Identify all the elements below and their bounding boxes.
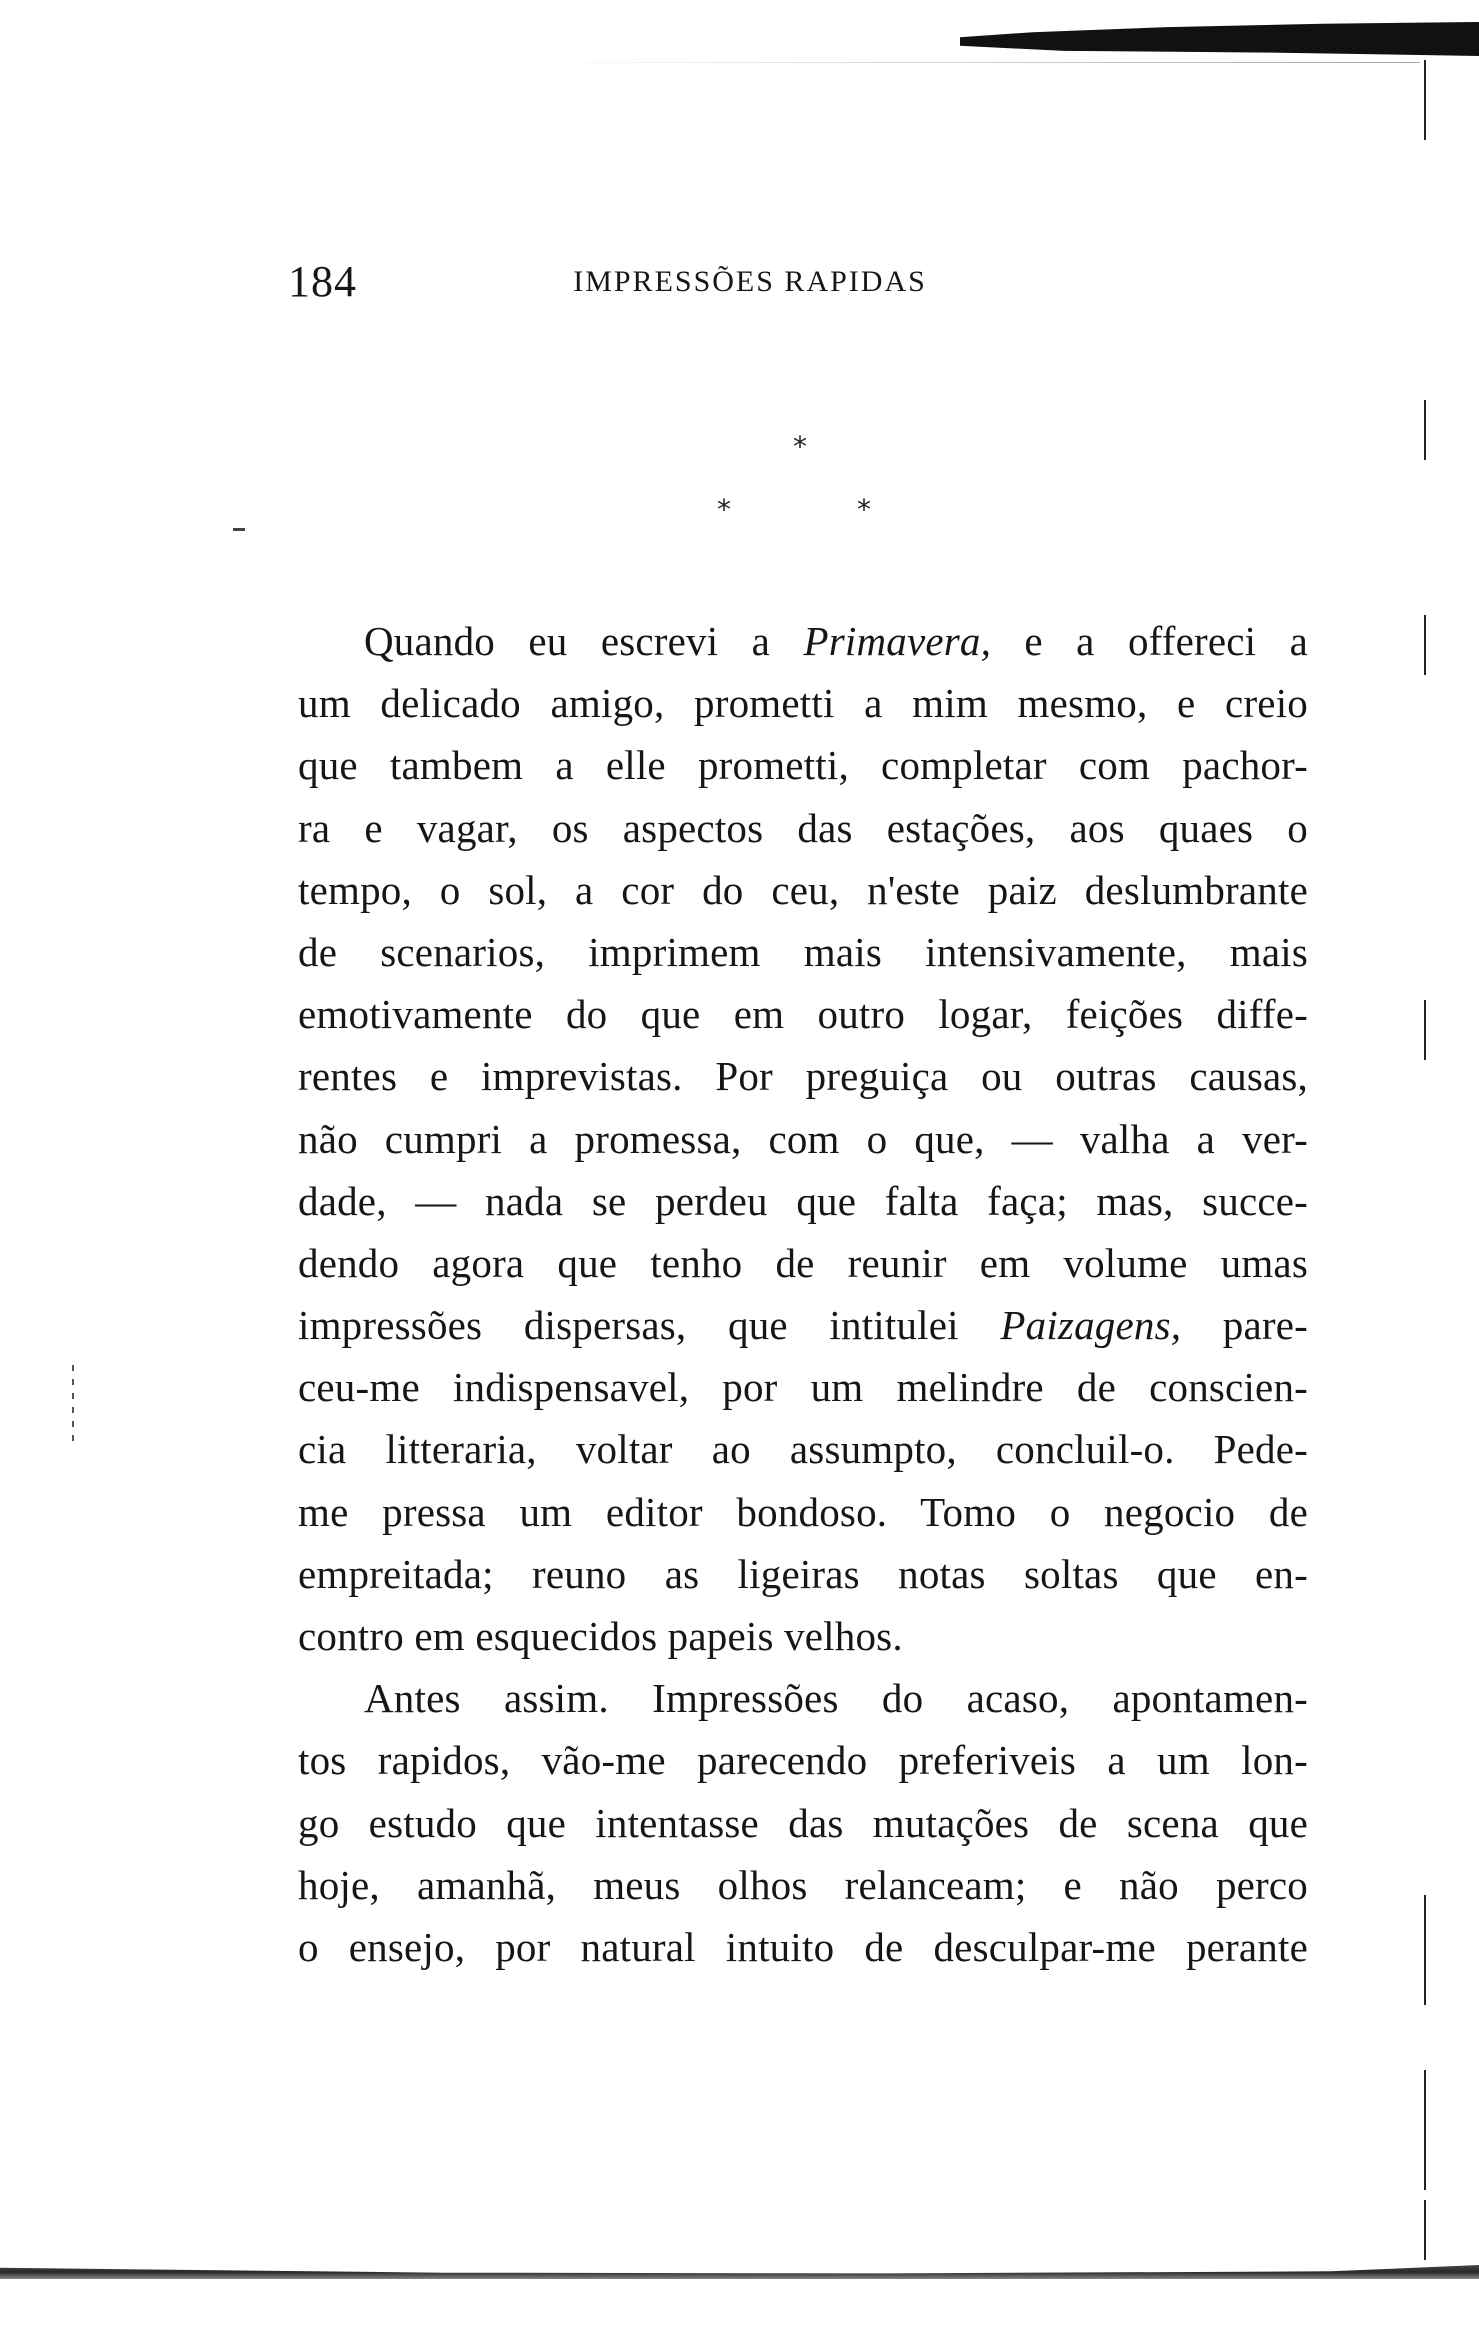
- scan-edge-right: [1424, 2070, 1426, 2190]
- text-line: impressões dispersas, que intitulei Paizagens, pare-: [298, 1302, 1308, 1349]
- text-line: um delicado amigo, prometti a mim mesmo, e creio: [298, 680, 1308, 727]
- text-line: não cumpri a promessa, com o que, — valha a ver-: [298, 1115, 1308, 1162]
- text-line: cia litteraria, voltar ao assumpto, concluil-o. Pede-: [298, 1426, 1308, 1473]
- asterism-ornament: [700, 425, 900, 535]
- asterisk-icon: *: [793, 430, 807, 463]
- scan-edge-right: [1424, 60, 1426, 140]
- scan-edge-right: [1424, 1000, 1426, 1060]
- scan-edge-right: [1424, 2200, 1426, 2260]
- text-line: go estudo que intentasse das mutações de scena que: [298, 1799, 1308, 1846]
- text-line: me pressa um editor bondoso. Tomo o negocio de: [298, 1488, 1308, 1535]
- text-line: emotivamente do que em outro logar, feições diffe-: [298, 991, 1308, 1038]
- text-line: dendo agora que tenho de reunir em volume umas: [298, 1239, 1308, 1286]
- text-line: de scenarios, imprimem mais intensivamente, mais: [298, 928, 1308, 975]
- italic-title: Paizagens,: [1000, 1302, 1182, 1349]
- scan-edge-right: [1424, 615, 1426, 675]
- asterisk-icon: *: [857, 493, 871, 526]
- scan-edge-shadow-top: [960, 22, 1479, 56]
- text-line: tos rapidos, vão-me parecendo preferiveis a um lon-: [298, 1737, 1308, 1784]
- text-line: ra e vagar, os aspectos das estações, aos quaes o: [298, 804, 1308, 851]
- scan-edge-line-top: [520, 62, 1420, 63]
- scan-edge-shadow-bottom: [0, 2265, 1479, 2279]
- text-line: que tambem a elle prometti, completar com pachor-: [298, 742, 1308, 789]
- text-line: hoje, amanhã, meus olhos relanceam; e não perco: [298, 1861, 1308, 1908]
- text-line: empreitada; reuno as ligeiras notas soltas que en-: [298, 1550, 1308, 1597]
- scan-edge-right: [1424, 400, 1426, 460]
- scan-mark: [233, 528, 245, 531]
- scan-edge-right: [1424, 1895, 1426, 2005]
- text-line: dade, — nada se perdeu que falta faça; mas, succe-: [298, 1177, 1308, 1224]
- asterisk-icon: *: [717, 493, 731, 526]
- body-text: [298, 610, 1308, 1978]
- text-line: Antes assim. Impressões do acaso, apontamen-: [364, 1675, 1308, 1722]
- text-line: Quando eu escrevi a Primavera, e a offereci a: [364, 618, 1309, 664]
- page-number: 184: [288, 257, 357, 306]
- scan-specks-left: [72, 1365, 74, 1445]
- text-line: ceu-me indispensavel, por um melindre de conscien-: [298, 1364, 1308, 1411]
- italic-title: Primavera,: [803, 618, 992, 664]
- text-line: o ensejo, por natural intuito de desculpar-me perante: [298, 1923, 1308, 1970]
- text-line: contro em esquecidos papeis velhos.: [298, 1613, 903, 1659]
- paragraph: [298, 610, 1308, 1667]
- running-title: IMPRESSÕES RAPIDAS: [573, 265, 927, 298]
- paragraph: [298, 1667, 1308, 1978]
- text-line: tempo, o sol, a cor do ceu, n'este paiz deslumbrante: [298, 866, 1308, 913]
- text-line: rentes e imprevistas. Por preguiça ou outras causas,: [298, 1053, 1308, 1100]
